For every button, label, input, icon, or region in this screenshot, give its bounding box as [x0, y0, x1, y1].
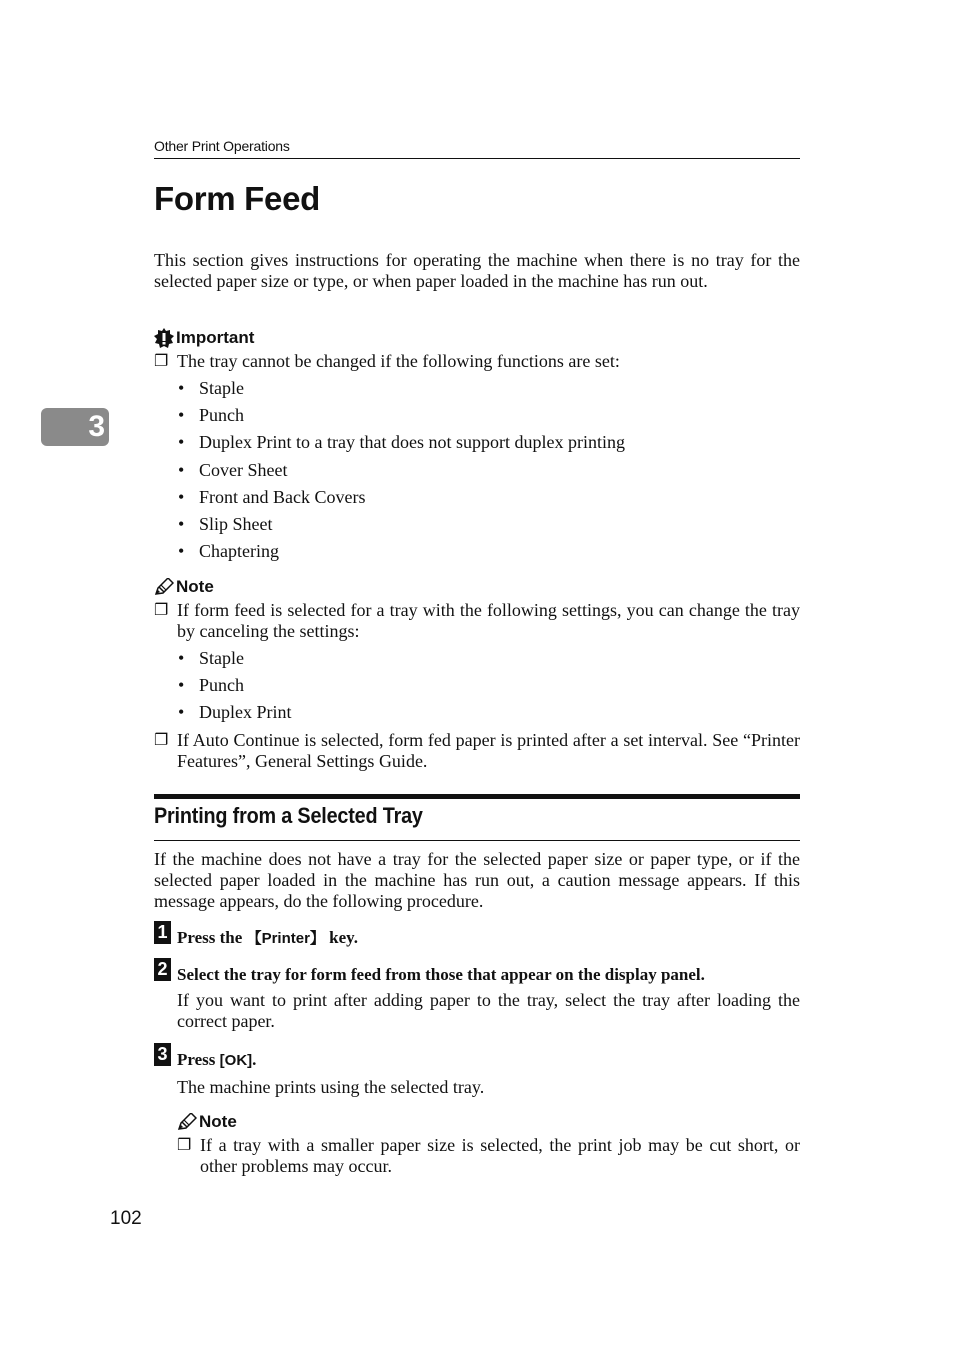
list-item: • Duplex Print	[154, 702, 800, 729]
step-number-badge: 3	[154, 1043, 171, 1066]
note-item-text: If form feed is selected for a tray with the following settings, you can change the tray by canceling the settings:	[177, 600, 800, 641]
important-item	[154, 351, 800, 372]
step-number-badge: 2	[154, 958, 171, 981]
step-text	[177, 921, 358, 949]
note-block	[154, 576, 800, 772]
note-heading	[177, 1111, 800, 1132]
step-3	[154, 1043, 800, 1098]
list-item: • Duplex Print to a tray that does not support duplex printing	[154, 432, 800, 459]
checkbox-icon: ❐	[154, 602, 169, 619]
step-text-pre: Press	[177, 1050, 220, 1069]
list-item: • Chaptering	[154, 541, 800, 568]
important-block	[154, 327, 800, 568]
checkbox-icon: ❐	[177, 1137, 192, 1154]
step-detail: The machine prints using the selected tray.	[177, 1077, 485, 1097]
pencil-icon	[177, 1113, 197, 1131]
note-block-2	[177, 1111, 800, 1177]
section-intro: If the machine does not have a tray for the selected paper size or paper type, or if the selected paper loaded in the machine has run out, a caution message appears. If this message appears, do the following procedure.	[154, 849, 800, 911]
header-rule	[154, 158, 800, 159]
note-item-text: If Auto Continue is selected, form fed paper is printed after a set interval. See “Printer Features”, General Settings Guide.	[177, 729, 800, 771]
list-item: • Cover Sheet	[154, 460, 800, 487]
page-title: Form Feed	[154, 180, 320, 217]
ok-key-name: [OK]	[219, 1052, 253, 1069]
list-item: • Punch	[154, 675, 800, 702]
page-number: 102	[110, 1208, 142, 1229]
important-label: Important	[176, 327, 255, 347]
step-2	[154, 958, 800, 1032]
step-text	[177, 1043, 256, 1071]
important-bullet-list	[154, 378, 800, 568]
important-icon	[154, 328, 174, 348]
step-1	[154, 921, 800, 949]
note-item	[177, 1135, 800, 1177]
step-text: Select the tray for form feed from those that appear on the display panel.	[177, 965, 705, 984]
important-heading	[154, 327, 800, 348]
running-header: Other Print Operations	[154, 138, 290, 154]
list-item: • Front and Back Covers	[154, 487, 800, 514]
step-text-post: key.	[324, 928, 358, 947]
note-heading	[154, 576, 800, 597]
section-rule-top	[154, 794, 800, 799]
note-label: Note	[199, 1111, 237, 1131]
step-detail: If you want to print after adding paper to the tray, select the tray after loading the correct paper.	[177, 990, 800, 1031]
step-number-badge: 1	[154, 921, 171, 944]
step-text-pre: Press the	[177, 928, 247, 947]
list-item: • Slip Sheet	[154, 514, 800, 541]
list-item: • Punch	[154, 405, 800, 432]
checkbox-icon: ❐	[154, 353, 169, 370]
list-item: • Staple	[154, 648, 800, 675]
chapter-tab: 3	[41, 408, 109, 446]
section-heading: Printing from a Selected Tray	[154, 803, 423, 828]
step-text-post: .	[252, 1050, 257, 1069]
note-item	[154, 600, 800, 642]
note-label: Note	[176, 576, 214, 596]
checkbox-icon: ❐	[154, 731, 169, 749]
intro-paragraph: This section gives instructions for operating the machine when there is no tray for the selected paper size or type, or when paper loaded in the machine has run out.	[154, 250, 800, 291]
printer-key-name: 【Printer】	[246, 930, 325, 947]
pencil-icon	[154, 578, 174, 596]
note-bullet-list	[154, 648, 800, 730]
section-rule-bottom	[154, 840, 800, 841]
note-item	[154, 730, 800, 772]
important-item-text: The tray cannot be changed if the following functions are set:	[177, 351, 620, 371]
list-item: • Staple	[154, 378, 800, 405]
note-item-text: If a tray with a smaller paper size is selected, the print job may be cut short, or other problems may occur.	[200, 1135, 800, 1176]
